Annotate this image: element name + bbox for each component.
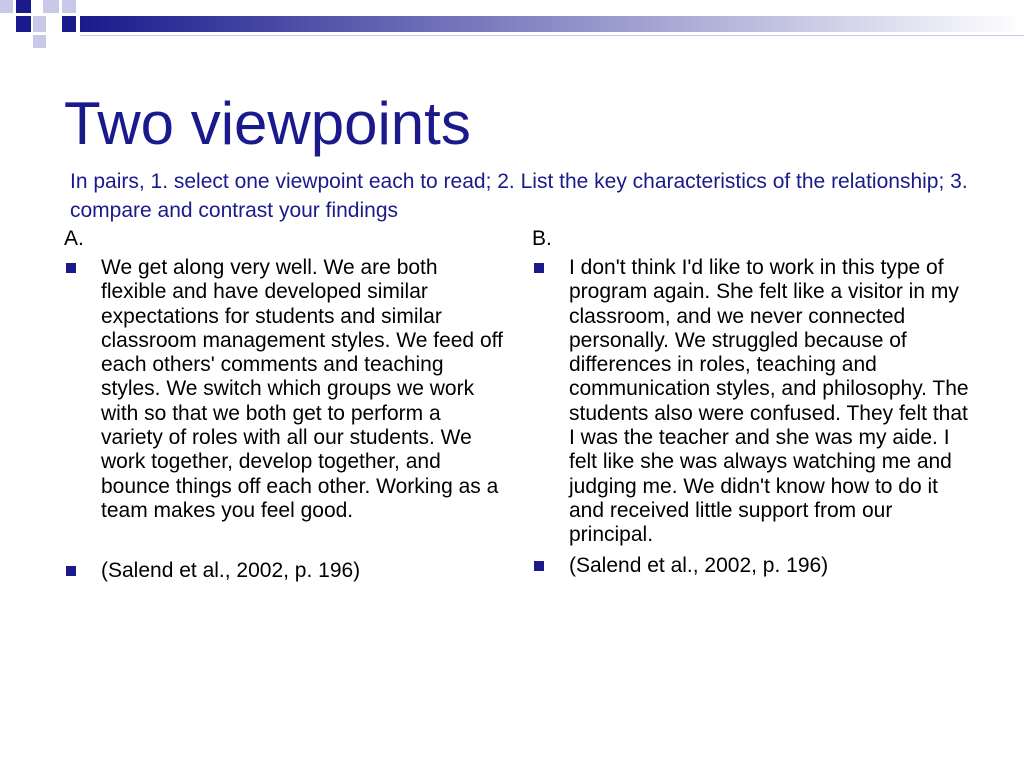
- list-item: [532, 554, 972, 578]
- viewpoint-b-list: [532, 256, 972, 578]
- decor-square: [0, 0, 13, 13]
- slide-title: Two viewpoints: [64, 90, 471, 157]
- decor-thin-line: [80, 35, 1024, 36]
- decor-square: [43, 0, 59, 13]
- citation-text: (Salend et al., 2002, p. 196): [569, 553, 829, 577]
- viewpoint-b-column: [532, 226, 972, 578]
- list-item-text: We get along very well. We are both flexible and have developed similar expectations for students and similar classroom management styles. We feed off each others' comments and teaching styles. We switch which groups we work with so that we both get to perform a variety of roles with all our students. We work together, develop together, and bounce things off each other. Working as a team makes you feel good.: [101, 256, 503, 522]
- list-item-text: I don't think I'd like to work in this type of program again. She felt like a visitor in my classroom, and we never connected personally. We struggled because of differences in roles, teaching and communication styles, and philosophy. The students also were confused. They felt that I was the teacher and she was my aide. I felt like she was always watching me and judging me. We didn't know how to do it and received little support from our principal.: [569, 256, 969, 547]
- square-bullet-icon: [534, 561, 544, 571]
- decor-square: [16, 16, 31, 32]
- viewpoint-b-heading: B.: [532, 227, 552, 250]
- square-bullet-icon: [66, 566, 76, 576]
- decor-square: [33, 35, 46, 48]
- decor-gradient-bar: [80, 16, 1024, 32]
- viewpoint-a-list: [64, 256, 504, 584]
- square-bullet-icon: [66, 263, 76, 273]
- viewpoint-a-column: [64, 226, 504, 584]
- decor-square: [62, 16, 76, 32]
- viewpoint-a-heading: A.: [64, 227, 84, 250]
- square-bullet-icon: [534, 263, 544, 273]
- citation-text: (Salend et al., 2002, p. 196): [101, 559, 361, 583]
- slide-subtitle: In pairs, 1. select one viewpoint each to read; 2. List the key characteristics of the relationship; 3. compare and contrast your findings: [70, 170, 968, 222]
- decor-square: [62, 0, 76, 13]
- list-item: [64, 256, 504, 523]
- header-decoration: [0, 0, 1024, 50]
- list-item: [64, 559, 504, 583]
- list-item: [532, 256, 972, 548]
- decor-square: [33, 16, 46, 32]
- decor-square: [16, 0, 31, 13]
